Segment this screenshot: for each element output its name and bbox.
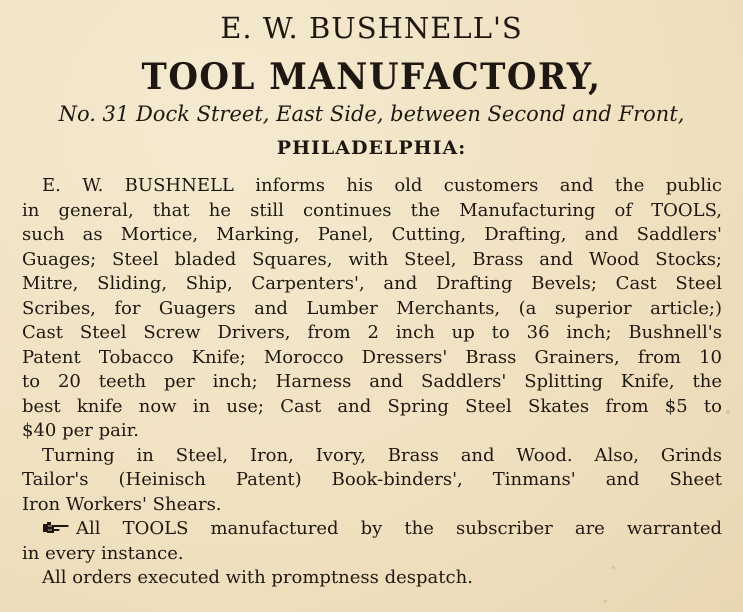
paper-spot <box>612 566 615 569</box>
body-line: Iron Workers' Shears. <box>22 493 222 515</box>
body-line: $40 per pair. <box>22 420 139 441</box>
body-line: Cast Steel Screw Drivers, from 2 inch up to 36 inch; Bushnell's <box>22 322 722 343</box>
city-name: PHILADELPHIA: <box>276 137 467 159</box>
body-line: E. W. BUSHNELL informs his old customers and the public <box>42 175 722 196</box>
paper-spot <box>604 600 607 603</box>
body-line: Tailor's (Heinisch Patent) Book-binders', Tinmans' and Sheet <box>22 469 722 490</box>
body-line: All orders executed with promptness despatch. <box>42 567 473 588</box>
body-line: in general, that he still continues the Manufacturing of TOOLS, <box>22 199 722 221</box>
body-line: in every instance. <box>22 542 184 564</box>
advertisement-body <box>22 174 722 591</box>
proprietor-name: E. W. BUSHNELL'S <box>220 11 523 45</box>
warranty-line <box>22 517 722 542</box>
body-line: Guages; Steel bladed Squares, with Steel, Brass and Wood Stocks; <box>22 248 722 270</box>
street-address: No. 31 Dock Street, East Side, between Second and Front, <box>58 102 685 126</box>
body-line: Scribes, for Guagers and Lumber Merchants, (a superior article;) <box>22 297 722 319</box>
body-line: Patent Tobacco Knife; Morocco Dressers' Brass Grainers, from 10 <box>22 346 722 368</box>
body-line: Mitre, Sliding, Ship, Carpenters', and Drafting Bevels; Cast Steel <box>22 273 722 294</box>
warranty-text: All TOOLS manufactured by the subscriber are warranted <box>76 518 722 539</box>
body-line: best knife now in use; Cast and Spring Steel Skates from $5 to <box>22 395 722 417</box>
paper-spot <box>726 410 730 414</box>
body-line: to 20 teeth per inch; Harness and Saddlers' Splitting Knife, the <box>22 371 722 392</box>
manicule-icon <box>42 518 70 532</box>
body-line: Turning in Steel, Iron, Ivory, Brass and Wood. Also, Grinds <box>42 444 722 466</box>
body-line: such as Mortice, Marking, Panel, Cutting, Drafting, and Saddlers' <box>22 224 722 245</box>
business-title: TOOL MANUFACTORY, <box>141 55 602 99</box>
